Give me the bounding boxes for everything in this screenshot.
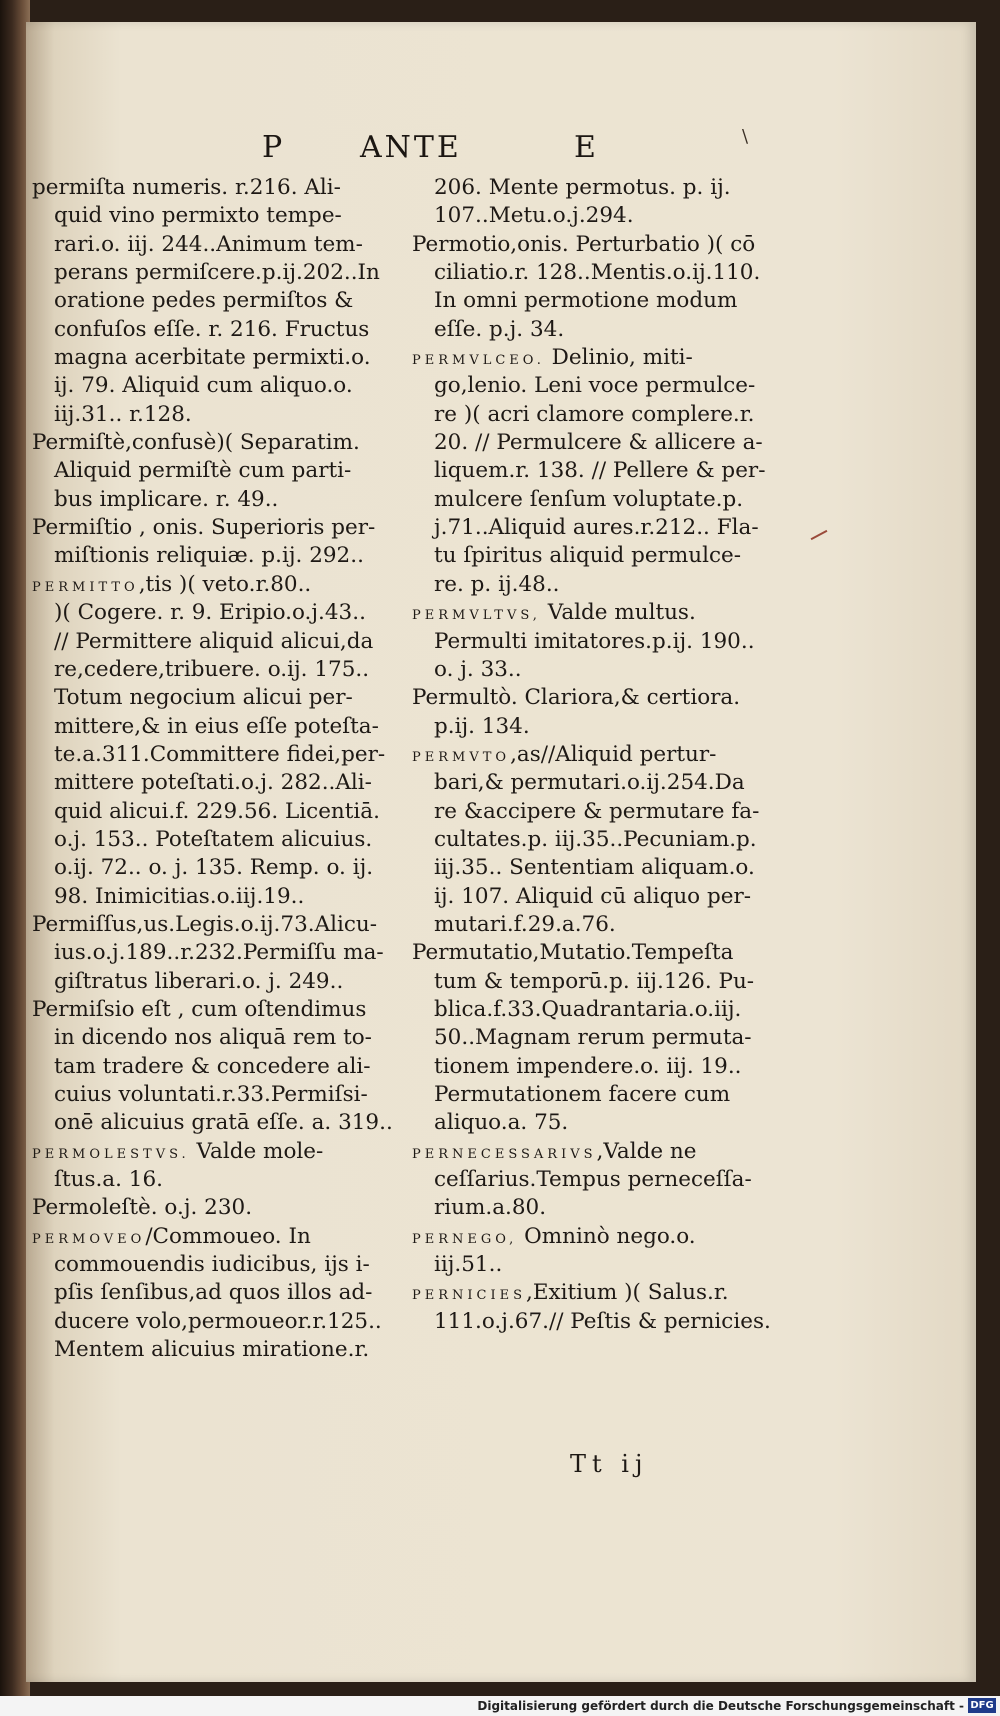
- text-line: ſtus.a. 16.: [54, 1167, 163, 1193]
- text-line: Permoleſtè. o.j. 230.: [32, 1195, 253, 1221]
- text-line: tam tradere & concedere ali-: [54, 1053, 371, 1079]
- text-line: re )( acri clamore complere.r.: [434, 401, 755, 427]
- text-line: cultates.p. iij.35..Pecuniam.p.: [434, 826, 757, 852]
- text-line: te.a.311.Committere fidei,per-: [54, 741, 386, 767]
- text-line: mittere poteſtati.o.j. 282..Ali-: [54, 770, 372, 796]
- text-line: 206. Mente permotus. p. ij.: [434, 175, 731, 200]
- text-line: ij. 107. Aliquid cū aliquo per-: [434, 883, 751, 909]
- lemma-smallcaps: PERNECESSARIVS: [412, 1146, 597, 1162]
- text-line: Permutatio,Mutatio.Tempeſta: [412, 940, 734, 966]
- text-line: p.ij. 134.: [434, 713, 530, 739]
- right-column: [412, 174, 792, 1336]
- margin-mark: \: [742, 126, 749, 147]
- text-line: [412, 741, 792, 769]
- text-line: [32, 1138, 412, 1166]
- book-page: [26, 22, 976, 1682]
- text-line: blica.f.33.Quadrantaria.o.iij.: [434, 996, 742, 1022]
- running-head: [26, 130, 976, 170]
- text-line: // Permittere aliquid alicui,da: [54, 628, 374, 654]
- text-line: ius.o.j.189..r.232.Permiſſu ma-: [54, 940, 384, 966]
- text-line: 98. Inimicitias.o.iij.19..: [54, 883, 305, 909]
- text-line: ceſſarius.Tempus perneceſſa-: [434, 1167, 752, 1193]
- text-line: quid alicui.f. 229.56. Licentiā.: [54, 798, 380, 824]
- lemma-smallcaps: PERNICIES: [412, 1288, 527, 1304]
- entry-text: /Commoueo. In: [145, 1223, 311, 1249]
- lemma-smallcaps: PERNEGO,: [412, 1231, 518, 1247]
- text-line: In omni permotione modum: [434, 288, 738, 314]
- text-line: [412, 344, 792, 372]
- text-line: ducere volo,permoueor.r.125..: [54, 1308, 382, 1334]
- entry-text: ,tis )( veto.r.80..: [138, 571, 312, 597]
- digitization-footer: [0, 1696, 1000, 1716]
- lemma-smallcaps: PERMOVEO: [32, 1231, 146, 1247]
- text-line: [412, 1223, 792, 1251]
- text-line: confuſos eſſe. r. 216. Fructus: [54, 316, 370, 342]
- text-line: rium.a.80.: [434, 1195, 547, 1221]
- text-line: perans permiſcere.p.ij.202..In: [54, 260, 380, 286]
- text-line: quid vino permixto tempe-: [54, 203, 342, 229]
- text-line: iij.51..: [434, 1252, 503, 1278]
- text-line: go,lenio. Leni voce permulce-: [434, 373, 756, 399]
- text-line: 20. // Permulcere & allicere a-: [434, 430, 763, 456]
- text-line: tu ſpiritus aliquid permulce-: [434, 543, 741, 569]
- lemma-smallcaps: PERMVLTVS,: [412, 608, 541, 624]
- signature-mark: Tt ij: [570, 1450, 649, 1478]
- running-head-left: P: [262, 130, 286, 165]
- margin-annotation-stroke: [811, 530, 828, 540]
- text-line: re. p. ij.48..: [434, 571, 560, 597]
- text-line: Permiſtè,confusè)( Separatim.: [32, 430, 360, 456]
- text-line: Aliquid permiſtè cum parti-: [54, 458, 352, 484]
- entry-text: ,Exitium )( Salus.r.: [526, 1280, 729, 1306]
- text-line: 50..Magnam rerum permuta-: [434, 1025, 752, 1051]
- left-column: [32, 174, 412, 1364]
- lemma-smallcaps: PERMOLESTVS.: [32, 1146, 190, 1162]
- text-line: tum & temporū.p. iij.126. Pu-: [434, 968, 755, 994]
- text-line: )( Cogere. r. 9. Eripio.o.j.43..: [54, 600, 366, 626]
- text-line: Permiſſus,us.Legis.o.ij.73.Alicu-: [32, 911, 378, 937]
- lemma-smallcaps: PERMVTO: [412, 749, 511, 765]
- text-line: Totum negocium alicui per-: [54, 685, 353, 711]
- text-line: onē alicuius gratā eſſe. a. 319..: [54, 1110, 393, 1136]
- text-line: o.j. 153.. Poteſtatem alicuius.: [54, 826, 373, 852]
- text-line: re &accipere & permutare fa-: [434, 798, 760, 824]
- text-line: j.71..Aliquid aures.r.212.. Fla-: [434, 515, 759, 541]
- text-line: bari,& permutari.o.ij.254.Da: [434, 770, 745, 796]
- text-line: Permultò. Clariora,& certiora.: [412, 685, 741, 711]
- entry-text: ,as//Aliquid pertur-: [510, 741, 717, 767]
- text-line: [412, 599, 792, 627]
- text-line: mulcere ſenſum voluptate.p.: [434, 486, 744, 512]
- text-line: o.ij. 72.. o. j. 135. Remp. o. ij.: [54, 855, 374, 881]
- text-line: oratione pedes permiſtos &: [54, 288, 354, 314]
- entry-text: Delinio, miti-: [544, 345, 693, 371]
- entry-text: ,Valde ne: [596, 1138, 697, 1164]
- text-line: iij.31.. r.128.: [54, 401, 192, 427]
- text-line: ciliatio.r. 128..Mentis.o.ij.110.: [434, 260, 761, 286]
- text-line: miſtionis reliquiæ. p.ij. 292..: [54, 543, 364, 569]
- text-line: in dicendo nos aliquā rem to-: [54, 1025, 372, 1051]
- text-line: liquem.r. 138. // Pellere & per-: [434, 458, 766, 484]
- text-line: rari.o. iij. 244..Animum tem-: [54, 231, 363, 257]
- text-line: Permotio,onis. Perturbatio )( cō: [412, 231, 756, 257]
- text-line: tionem impendere.o. iij. 19..: [434, 1053, 742, 1079]
- text-line: eſſe. p.j. 34.: [434, 316, 565, 342]
- text-line: pſis ſenſibus,ad quos illos ad-: [54, 1280, 373, 1306]
- text-line: 111.o.j.67.// Peſtis & pernicies.: [434, 1308, 771, 1334]
- entry-text: Valde multus.: [540, 600, 696, 626]
- text-line: Permutationem facere cum: [434, 1082, 731, 1107]
- lemma-smallcaps: PERMVLCEO.: [412, 353, 545, 369]
- text-line: re,cedere,tribuere. o.ij. 175..: [54, 656, 370, 682]
- running-head-right: E: [574, 130, 599, 165]
- text-line: magna acerbitate permixti.o.: [54, 345, 371, 371]
- text-line: iij.35.. Sententiam aliquam.o.: [434, 855, 755, 881]
- text-line: o. j. 33..: [434, 656, 522, 682]
- text-line: Permulti imitatores.p.ij. 190..: [434, 628, 755, 654]
- text-line: 107..Metu.o.j.294.: [434, 203, 634, 229]
- text-line: mittere,& in eius eſſe poteſta-: [54, 713, 379, 739]
- lemma-smallcaps: PERMITTO: [32, 579, 139, 595]
- text-line: commouendis iudicibus, ijs i-: [54, 1252, 370, 1278]
- text-line: Mentem alicuius miratione.r.: [54, 1337, 370, 1363]
- dfg-logo: DFG: [968, 1698, 996, 1713]
- text-line: [412, 1279, 792, 1307]
- text-line: Permiſsio eſt , cum oſtendimus: [32, 996, 367, 1022]
- entry-text: Valde mole-: [189, 1138, 324, 1164]
- text-line: Permiſtio , onis. Superioris per-: [32, 515, 376, 541]
- text-line: giſtratus liberari.o. j. 249..: [54, 968, 344, 994]
- running-head-center: ANTE: [360, 130, 462, 165]
- text-line: [412, 1138, 792, 1166]
- footer-text: Digitalisierung gefördert durch die Deutsche Forschungsgemeinschaft -: [477, 1699, 964, 1713]
- text-line: mutari.f.29.a.76.: [434, 911, 616, 937]
- text-line: permiſta numeris. r.216. Ali-: [32, 175, 341, 200]
- text-line: aliquo.a. 75.: [434, 1110, 569, 1136]
- text-line: ij. 79. Aliquid cum aliquo.o.: [54, 373, 353, 399]
- text-line: [32, 1223, 412, 1251]
- text-line: bus implicare. r. 49..: [54, 486, 279, 512]
- text-line: cuius voluntati.r.33.Permiſsi-: [54, 1082, 368, 1107]
- entry-text: Omninò nego.o.: [517, 1223, 696, 1249]
- text-line: [32, 571, 412, 599]
